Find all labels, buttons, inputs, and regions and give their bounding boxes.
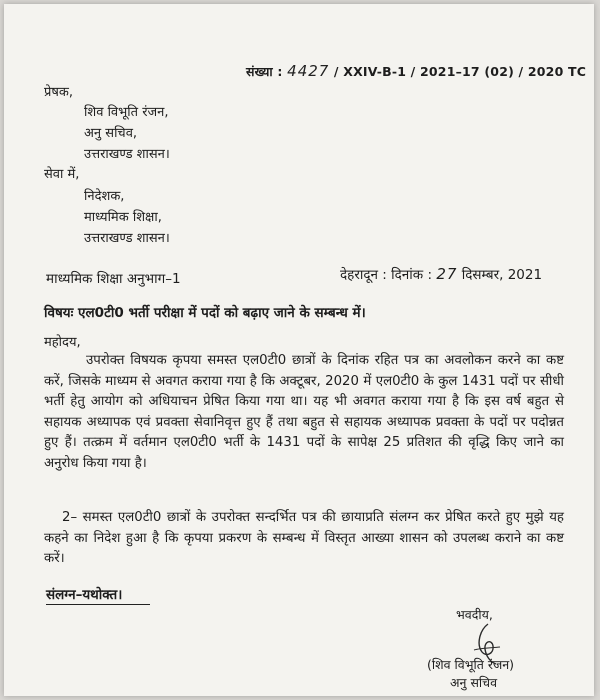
body-paragraph-1: उपरोक्त विषयक कृपया समस्त एल0टी0 छात्रों के दिनांक रहित पत्र का अवलोकन करने का कष्ट करें, जिसके माध्यम से अवगत कराया गया है कि अक्टूबर, 2020 में एल0टी0 के कुल 1431 पदों पर सीधी भर्ती हेतु आयोग को अधियाचन प्रेषित किया गया था। यह भी अवगत कराया गया है कि इस वर्ष बहुत से सहायक अध्यापक एवं प्रवक्ता सेवानिवृत्त हुए हैं तथा बहुत से सहायक अध्यापक प्रवक्ता के पदों पर पदोन्नत हुए हैं। तत्क्रम में वर्तमान एल0टी0 भर्ती के 1431 पदों के सापेक्ष 25 प्रतिशत की वृद्धि किए जाने का अनुरोध किया गया है। — [44, 353, 564, 471]
reference-label: संख्या : — [246, 64, 283, 79]
reference-handwritten-number: 4427 — [287, 62, 330, 80]
enclosure-note: संलग्न–यथोक्त। — [46, 587, 123, 603]
place-date-prefix: देहरादून : दिनांक : — [340, 267, 433, 283]
signer-name: (शिव विभूति रंजन) — [427, 657, 515, 672]
sender-name: शिव विभूति रंजन, — [84, 105, 169, 120]
section-name: माध्यमिक शिक्षा अनुभाग–1 — [46, 271, 181, 287]
place-date — [340, 265, 542, 283]
reference-number — [246, 62, 586, 80]
recipient-designation: निदेशक, — [84, 189, 125, 204]
closing-yours: भवदीय, — [456, 607, 493, 622]
recipient-government: उत्तराखण्ड शासन। — [84, 231, 170, 246]
handwritten-day: 27 — [436, 265, 458, 283]
enclosure-underline — [46, 604, 150, 605]
recipient-department: माध्यमिक शिक्षा, — [84, 210, 162, 225]
recipient-label: सेवा में, — [44, 167, 80, 182]
sender-label: प्रेषक, — [44, 85, 74, 100]
reference-code: / XXIV-B-1 / 2021–17 (02) / 2020 TC — [333, 64, 587, 79]
subject-line: विषयः एल0टी0 भर्ती परीक्षा में पदों को बढ़ाए जाने के सम्बन्ध में। — [44, 305, 366, 321]
body-paragraph-2: 2– समस्त एल0टी0 छात्रों के उपरोक्त सन्दर्भित पत्र की छायाप्रति संलग्न कर प्रेषित करते हुए मुझे यह कहने का निदेश हुआ है कि कृपया प्रकरण के सम्बन्ध में विस्तृत आख्या शासन को उपलब्ध कराने का कष्ट करें। — [44, 510, 564, 567]
letter-page — [4, 4, 594, 696]
signer-designation: अनु सचिव — [450, 675, 498, 690]
sender-designation: अनु सचिव, — [84, 126, 138, 141]
salutation: महोदय, — [44, 335, 81, 350]
sender-government: उत्तराखण्ड शासन। — [84, 147, 170, 162]
place-date-suffix: दिसम्बर, 2021 — [461, 267, 543, 283]
